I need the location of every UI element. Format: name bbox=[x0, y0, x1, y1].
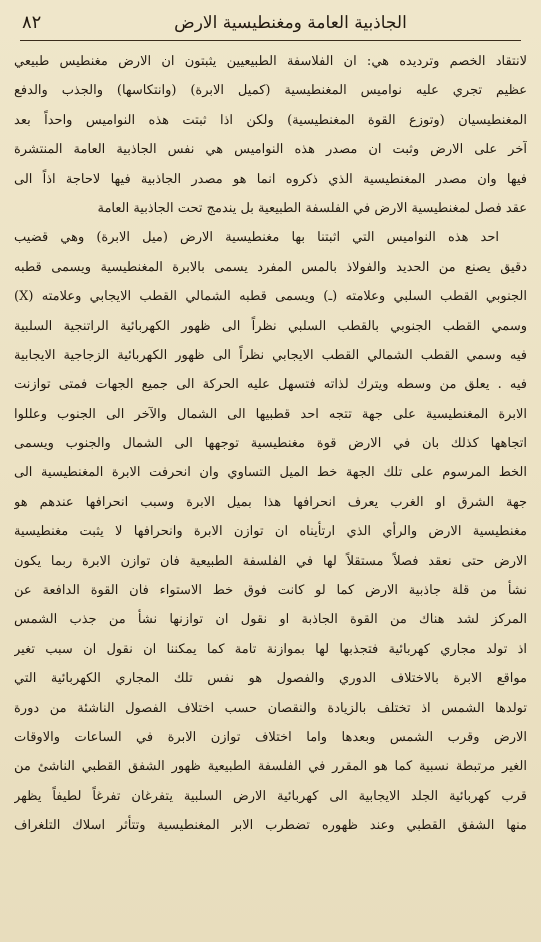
page-header bbox=[14, 8, 527, 38]
text-line: قرب كهربائية الجلد الايجابية الى كهربائية الارض السلبية يتفرغان تفرغاً لطيفاً يظهر bbox=[14, 788, 527, 804]
text-line: فيها وان مصدر المغنطيسية الذي ذكروه انما هو مصدر الجاذبية فيها لاحاجة اذاً الى bbox=[14, 171, 527, 187]
text-line: المركز لشد هناك من القوة الجاذبة او نقول ان توازنها نشأ من جذب الشمس bbox=[14, 612, 527, 628]
text-line: الجنوبي القطب السلبي وعلامته (ـ) ويسمى قطبه الشمالي القطب الايجابي وعلامته (X) bbox=[14, 289, 527, 305]
text-line: اذ تولد مجاري كهربائية فتجذبها لها بموازنة تامة كما يمكننا ان نقول ان سبب تغير bbox=[14, 641, 527, 657]
text-line: نشأ من قلة جاذبية الارض كما لو كانت فوق خط الاستواء فان القوة الدافعة عن bbox=[14, 583, 527, 599]
text-line: فيه وسمي القطب الشمالي القطب الايجابي نظراً الى ظهور الكهربائية الزجاجية الايجابية bbox=[14, 347, 527, 363]
text-line: الغير مرتبطة نسبية كما هو المقرر في الفلسفة الطبيعية ظهور الشفق القطبي الناشئ من bbox=[14, 759, 527, 775]
text-line: جهة الشرق او الغرب يعرف انحرافها هذا بميل الابرة وسبب انحرافها عندهم هو bbox=[14, 494, 527, 510]
text-line: آخر على الارض وثبت ان مصدر هذه النواميس هي نفس الجاذبية العامة المنتشرة bbox=[14, 142, 527, 158]
text-line: فيه . يعلق من وسطه ويترك لذاته فتسهل عليه الحركة الى جميع الجهات فمتى توازنت bbox=[14, 377, 527, 393]
text-line: دقيق يصنع من الحديد والفولاذ بالمس المفرد يسمى بالابرة المغنطيسية ويسمى قطبه bbox=[14, 259, 527, 275]
page-number: ٨٢ bbox=[22, 12, 42, 33]
text-line: مغنطيسية الارض والرأي الذي ارتأيناه ان توازن الابرة وانحرافها لا يثبت مغنطيسية bbox=[14, 524, 527, 540]
text-line: منها الشفق القطبي وعند ظهوره تضطرب الابر المغنطيسية وتتأثر اسلاك التلغراف bbox=[14, 818, 527, 834]
text-line: مواقع الابرة بالاختلاف الدوري والفصول هو نفس تلك المجاري الكهربائية التي bbox=[14, 671, 527, 687]
text-line: اتجاهها كذلك بان في الارض قوة مغنطيسية توجهها الى الشمال والجنوب ويسمى bbox=[14, 436, 527, 452]
text-line: وسمي القطب الجنوبي بالقطب السلبي نظراً الى ظهور الكهربائية الراتنجية السلبية bbox=[14, 318, 527, 334]
header-rule bbox=[20, 40, 521, 41]
text-line: لانتقاد الخصم وترديده هي: ان الفلاسفة الطبيعيين يثبتون ان الارض مغنطيس طبيعي bbox=[14, 54, 527, 69]
text-line: تولدها الشمس اذ تختلف بالزيادة والنقصان حسب اختلاف الفصول الناشئة من دورة bbox=[14, 700, 527, 716]
page-body bbox=[14, 47, 527, 841]
text-line: المغنطيسيان (وتوزع القوة المغنطيسية) ولكن اذا ثبتت هذه النواميس واحداً بعد bbox=[14, 112, 527, 128]
text-line: الارض وقرب الشمس وبعدها واما اختلاف توازن الابرة في الساعات والاوقات bbox=[14, 729, 527, 745]
running-title: الجاذبية العامة ومغنطيسية الارض bbox=[174, 13, 407, 33]
text-line: احد هذه النواميس التي اثبتنا بها مغنطيسية الارض (ميل الابرة) وهي قضيب bbox=[14, 230, 499, 246]
text-line: عقد فصل لمغنطيسية الارض في الفلسفة الطبيعية بل يندمج تحت الجاذبية العامة bbox=[97, 200, 527, 216]
text-line: عظيم تجري عليه نواميس المغنطيسية (كميل الابرة) (وانتكاسها) والجذب والدفع bbox=[14, 83, 527, 99]
text-line: الابرة المغنطيسية على جهة تتجه احد قطبيها الى الشمال والآخر الى الجنوب وعللوا bbox=[14, 406, 527, 422]
text-line: الارض حتى نعقد فصلاً مستقلاً لها في الفلسفة الطبيعية فان توازن الابرة ربما يكون bbox=[14, 553, 527, 569]
text-line: الخط المرسوم على تلك الجهة خط الميل التساوي وان انحرفت الابرة المغنطيسية الى bbox=[14, 465, 527, 481]
